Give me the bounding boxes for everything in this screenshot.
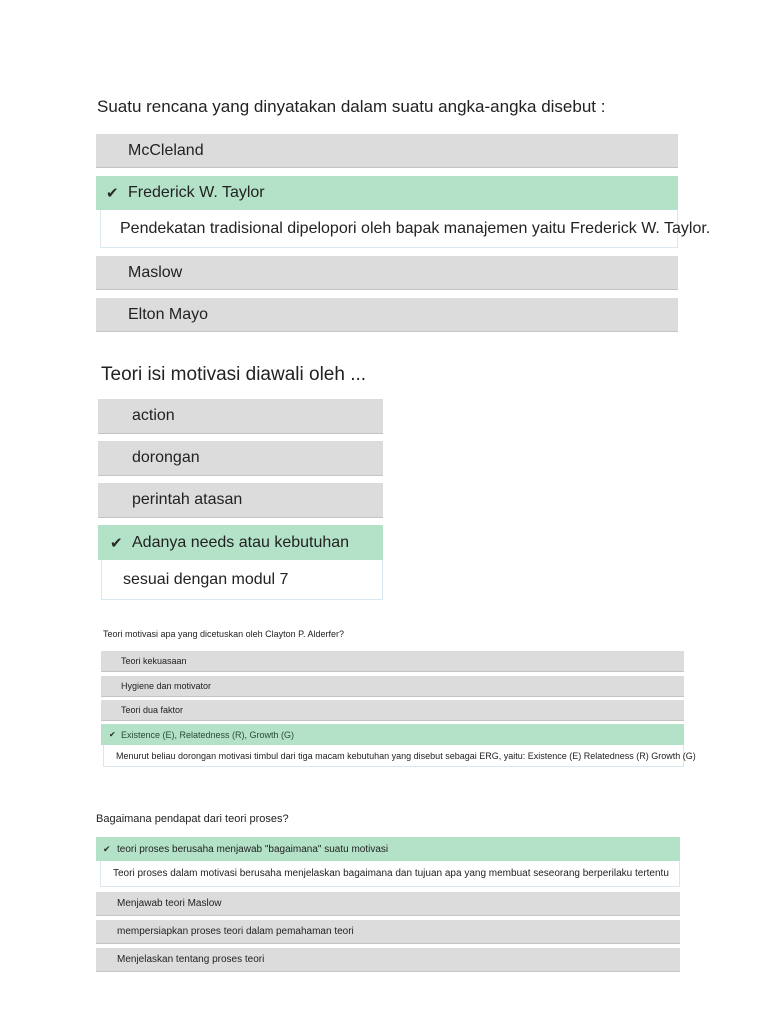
option-label: action [132,407,175,424]
question-title: Teori isi motivasi diawali oleh ... [101,364,367,385]
answer-explanation [103,745,696,767]
option-maslow[interactable] [96,256,678,290]
option-menjawab-teori-maslow[interactable] [96,892,680,916]
option-label: Teori kekuasaan [121,656,187,666]
option-label: Teori dua faktor [121,705,184,715]
question-title: Bagaimana pendapat dari teori proses? [96,813,289,825]
option-mccleland[interactable] [96,134,678,168]
explanation-text: Menurut beliau dorongan motivasi timbul dari tiga macam kebutuhan yang disebut sebagai ERG, yaitu: Existence (E) Relatedness (R) Growth (G) [116,750,696,761]
checkmark-icon: ✔ [109,730,116,739]
option-label: Maslow [128,263,183,281]
option-mempersiapkan-proses[interactable] [96,920,680,944]
answer-explanation [100,861,680,887]
option-label: Elton Mayo [128,305,209,323]
option-hygiene-motivator[interactable] [101,676,684,697]
option-label: McCleland [128,141,204,159]
checkmark-icon: ✔ [103,843,111,854]
answer-explanation [100,210,711,248]
option-frederick-taylor-correct[interactable] [96,176,678,210]
option-teori-proses-correct[interactable] [96,837,680,861]
explanation-text: Teori proses dalam motivasi berusaha menjelaskan bagaimana dan tujuan apa yang membuat seseorang berperilaku tertentu [113,868,669,879]
option-label: Existence (E), Relatedness (R), Growth (G) [121,729,295,740]
answer-explanation [101,560,383,600]
option-label: Hygiene dan motivator [121,681,212,691]
option-erg-correct[interactable] [101,724,684,745]
checkmark-icon: ✔ [106,185,119,202]
checkmark-icon: ✔ [110,534,123,552]
option-teori-kekuasaan[interactable] [101,651,684,672]
question-title: Suatu rencana yang dinyatakan dalam suatu angka-angka disebut : [97,97,606,116]
option-label: mempersiapkan proses teori dalam pemahaman teori [117,926,354,937]
option-action[interactable] [98,399,383,434]
question-title: Teori motivasi apa yang dicetuskan oleh Clayton P. Alderfer? [103,629,344,639]
option-label: Frederick W. Taylor [128,184,265,201]
option-elton-mayo[interactable] [96,298,678,332]
option-label: teori proses berusaha menjawab "bagaimana" suatu motivasi [117,843,389,855]
option-label: Adanya needs atau kebutuhan [132,533,350,551]
explanation-text: Pendekatan tradisional dipelopori oleh bapak manajemen yaitu Frederick W. Taylor. [120,219,711,237]
option-label: perintah atasan [132,491,243,508]
option-label: Menjelaskan tentang proses teori [117,954,265,965]
option-perintah-atasan[interactable] [98,483,383,518]
option-teori-dua-faktor[interactable] [101,700,684,721]
explanation-text: sesuai dengan modul 7 [123,570,289,588]
option-dorongan[interactable] [98,441,383,476]
option-label: dorongan [132,449,200,466]
option-adanya-needs-correct[interactable] [98,525,383,560]
option-label: Menjawab teori Maslow [117,898,222,909]
option-menjelaskan-proses[interactable] [96,948,680,972]
